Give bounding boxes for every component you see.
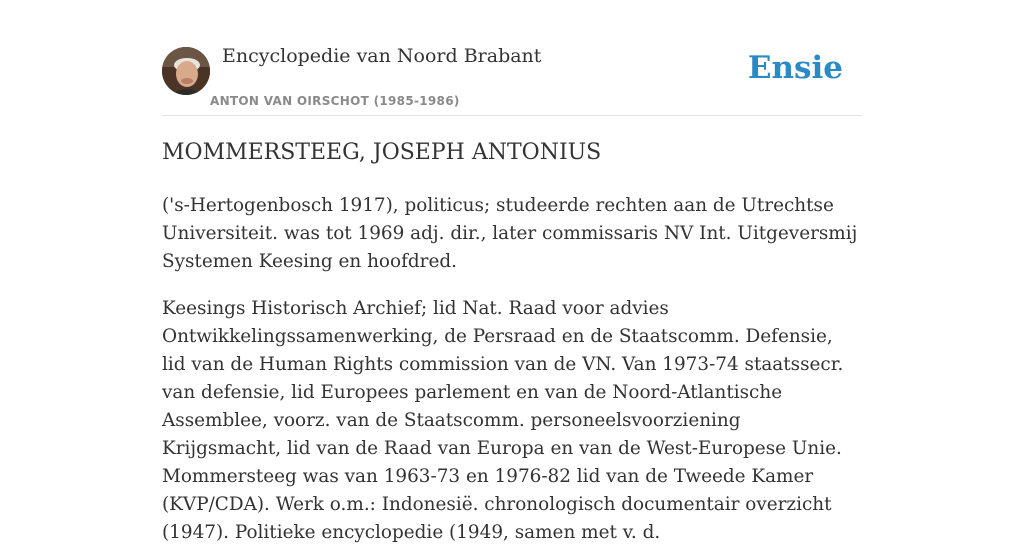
article-header	[162, 0, 862, 116]
entry-paragraph: ('s-Hertogenbosch 1917), politicus; studeerde rechten aan de Utrechtse Universiteit. was tot 1969 adj. dir., later commissaris NV Int. Uitgeversmij Systemen Keesing en hoofdred.	[162, 195, 858, 272]
ensie-logo[interactable]: Ensie	[747, 50, 843, 86]
entry-title: MOMMERSTEEG, JOSEPH ANTONIUS	[162, 140, 602, 165]
author-name[interactable]: ANTON VAN OIRSCHOT (1985-1986)	[210, 94, 460, 108]
entry-paragraph: Keesings Historisch Archief; lid Nat. Raad voor advies Ontwikkelingssamenwerking, de Persraad en de Staatscomm. Defensie, lid van de Human Rights commission van de VN. Van 1973-74 staatssecr. van defensie, lid Europees parlement en van de Noord-Atlantische Assemblee, voorz. van de Staatscomm. personeelsvoorziening Krijgsmacht, lid van de Raad van Europa en van de West-Europese Unie. Mommersteeg was van 1963-73 en 1976-82 lid van de Tweede Kamer (KVP/CDA). Werk o.m.: Indonesië. chronologisch documentair overzicht (1947). Politieke encyclopedie (1949, samen met v. d.	[162, 298, 844, 543]
article-page	[162, 0, 862, 543]
author-avatar	[162, 47, 210, 95]
source-title[interactable]: Encyclopedie van Noord Brabant	[222, 45, 542, 67]
